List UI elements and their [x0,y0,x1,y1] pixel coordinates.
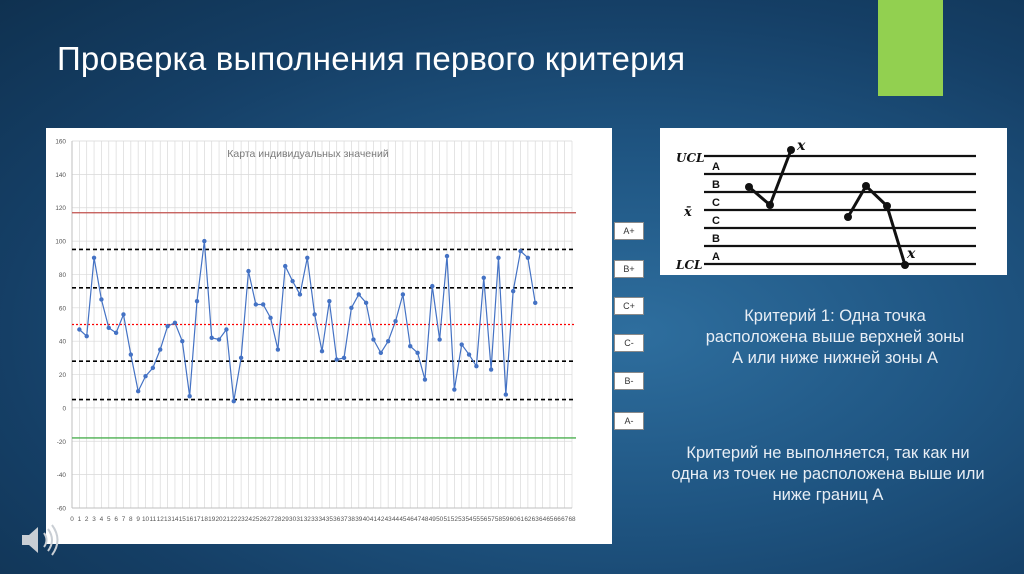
data-point [371,337,375,341]
zone-lines [704,156,976,264]
data-point [224,327,228,331]
data-point [246,269,250,273]
x-tick-label: 6 [114,516,118,523]
y-tick-label: -20 [56,438,66,446]
data-point [342,356,346,360]
x-tick-label: 35 [325,516,333,523]
zone-label-box: A- [614,412,644,430]
x-tick-label: 63 [531,516,539,523]
zone-letter: A [712,251,720,263]
data-point [121,312,125,316]
x-tick-label: 66 [553,516,561,523]
zone-label-box: B- [614,372,644,390]
y-tick-label: 20 [58,372,66,380]
diagram-point [883,202,891,210]
data-point [158,347,162,351]
violation-path-upper [749,150,791,205]
data-point [320,349,324,353]
data-point [489,367,493,371]
criteria-diagram [660,128,1007,275]
x-tick-label: 31 [296,516,304,523]
x-tick-label: 18 [200,516,208,523]
speaker-icon[interactable] [18,520,70,560]
x-tick-label: 49 [428,516,436,523]
x-tick-label: 57 [487,516,495,523]
control-chart [46,128,612,544]
x-tick-label: 45 [399,516,407,523]
criteria-diagram-panel [660,128,1007,275]
x-tick-label: 64 [539,516,547,523]
data-point [504,392,508,396]
zone-label-box: B+ [614,260,644,278]
x-tick-label: 54 [465,516,473,523]
x-tick-label: 30 [289,516,297,523]
slide-title: Проверка выполнения первого критерия [57,40,686,77]
diagram-point [901,261,909,269]
x-tick-label: 48 [421,516,429,523]
x-tick-label: 16 [186,516,194,523]
data-point [335,357,339,361]
accent-bar [878,0,943,96]
x-tick-label: 34 [318,516,326,523]
x-tick-label: 52 [450,516,458,523]
x-tick-label: 19 [208,516,216,523]
data-point [415,351,419,355]
data-point [357,292,361,296]
x-tick-label: 46 [406,516,414,523]
x-tick-label: 44 [391,516,400,523]
x-tick-label: 15 [178,516,186,523]
data-point [312,312,316,316]
x-tick-label: 42 [377,516,385,523]
zone-label-box: C+ [614,297,644,315]
x-tick-label: 67 [561,516,569,523]
data-point [408,344,412,348]
zone-letter: C [712,215,720,227]
data-point [114,331,118,335]
marker-x-lower: x [907,246,916,262]
y-tick-label: -40 [56,472,66,480]
x-tick-label: 62 [524,516,532,523]
criterion-description: Критерий 1: Одна точка расположена выше верхней зоны А или ниже нижней зоны А [705,307,965,367]
data-point [467,352,471,356]
x-tick-label: 65 [546,516,554,523]
criterion-conclusion: Критерий не выполняется, так как ни одна из точек не расположена выше или ниже границ А [671,444,985,504]
data-point [92,256,96,260]
data-point [386,339,390,343]
x-tick-label: 36 [333,516,341,523]
x-tick-label: 43 [384,516,392,523]
x-tick-label: 24 [244,516,253,523]
zone-letter: B [712,233,720,245]
x-tick-label: 68 [568,516,576,523]
data-point [327,299,331,303]
ucl-label: UCL [676,151,705,165]
x-tick-label: 55 [472,516,480,523]
x-tick-label: 20 [215,516,223,523]
data-point [268,316,272,320]
data-point [474,364,478,368]
x-tick-label: 51 [443,516,451,523]
data-point [518,249,522,253]
data-point [173,321,177,325]
y-tick-label: 100 [55,238,66,246]
data-point [305,256,309,260]
x-tick-label: 60 [509,516,517,523]
x-tick-label: 32 [303,516,311,523]
x-tick-label: 7 [121,516,126,523]
x-tick-label: 58 [494,516,503,523]
diagram-point [862,182,870,190]
data-point [210,336,214,340]
zone-letter: B [712,179,720,191]
x-tick-label: 38 [347,516,355,523]
y-tick-label: 60 [58,305,66,313]
data-point [393,319,397,323]
data-point [430,284,434,288]
y-axis-ticks [55,139,66,513]
data-point [239,356,243,360]
x-tick-label: 17 [193,516,201,523]
x-tick-label: 3 [92,516,96,523]
data-point [143,374,147,378]
data-point [460,342,464,346]
control-lines [72,213,576,438]
x-tick-label: 13 [164,516,172,523]
y-tick-label: 0 [62,405,66,413]
data-point [423,377,427,381]
data-point [276,347,280,351]
y-tick-label: 160 [55,138,66,146]
diagram-point [844,213,852,221]
data-point [445,254,449,258]
x-tick-label: 0 [70,516,74,523]
x-axis-ticks [70,516,576,523]
x-tick-label: 14 [171,516,179,523]
x-tick-label: 27 [266,516,275,523]
x-tick-label: 33 [311,516,319,523]
diagram-points [745,146,909,269]
zone-letter: C [712,197,720,209]
data-point [99,297,103,301]
data-point [254,302,258,306]
x-tick-label: 29 [281,516,289,523]
data-point [364,301,368,305]
y-tick-label: 80 [58,271,66,279]
diagram-point [766,201,774,209]
y-tick-label: 140 [55,171,66,179]
data-point [290,279,294,283]
data-point [180,339,184,343]
data-point [533,301,537,305]
x-tick-label: 39 [355,516,363,523]
x-tick-label: 37 [340,516,348,523]
data-point [452,387,456,391]
x-tick-label: 21 [222,516,230,523]
x-tick-label: 53 [458,516,466,523]
control-chart-panel [46,128,635,544]
data-point [217,337,221,341]
data-point [232,399,236,403]
data-point [202,239,206,243]
marker-x-upper: x [797,138,806,154]
y-tick-label: 40 [58,338,66,346]
data-point [379,351,383,355]
x-tick-label: 22 [230,516,238,523]
mean-label: x̄ [684,205,692,220]
x-tick-label: 61 [516,516,525,523]
data-point [187,394,191,398]
data-point [437,337,441,341]
data-point [482,276,486,280]
y-tick-label: -60 [56,505,66,513]
x-tick-label: 10 [141,516,150,523]
data-point [349,306,353,310]
data-point [85,334,89,338]
chart-title: Карта индивидуальных значений [227,148,389,160]
x-tick-label: 40 [362,516,370,523]
data-point [526,256,530,260]
data-point [129,352,133,356]
x-tick-label: 11 [149,516,157,523]
x-tick-label: 47 [414,516,422,523]
data-point [401,292,405,296]
zone-letters [712,161,720,263]
data-point [496,256,500,260]
x-tick-label: 5 [106,516,111,523]
data-point [283,264,287,268]
diagram-point [787,146,795,154]
x-tick-label: 28 [274,516,282,523]
data-point [165,324,169,328]
diagram-point [745,183,753,191]
data-point [261,302,265,306]
y-tick-label: 120 [55,205,66,213]
x-tick-label: 50 [436,516,444,523]
x-tick-label: 2 [84,516,89,523]
x-tick-label: 9 [136,516,140,523]
zone-label-box: A+ [614,222,644,240]
x-tick-label: 23 [237,516,245,523]
x-tick-label: 56 [480,516,488,523]
data-point [107,326,111,330]
data-point [298,292,302,296]
x-tick-label: 59 [502,516,510,523]
data-point [136,389,140,393]
zone-letter: A [712,161,720,173]
speaker-icon-glyph [18,520,70,560]
x-tick-label: 8 [129,516,133,523]
data-point [77,327,81,331]
x-tick-label: 4 [99,516,104,523]
x-tick-label: 26 [259,516,267,523]
x-tick-label: 1 [77,516,82,523]
violation-path-lower [848,186,905,265]
x-tick-label: 41 [369,516,378,523]
data-point [511,289,515,293]
x-tick-label: 12 [156,516,164,523]
data-point [151,366,155,370]
data-point [195,299,199,303]
x-tick-label: 25 [252,516,260,523]
lcl-label: LCL [676,258,703,272]
zone-label-box: C- [614,334,644,352]
